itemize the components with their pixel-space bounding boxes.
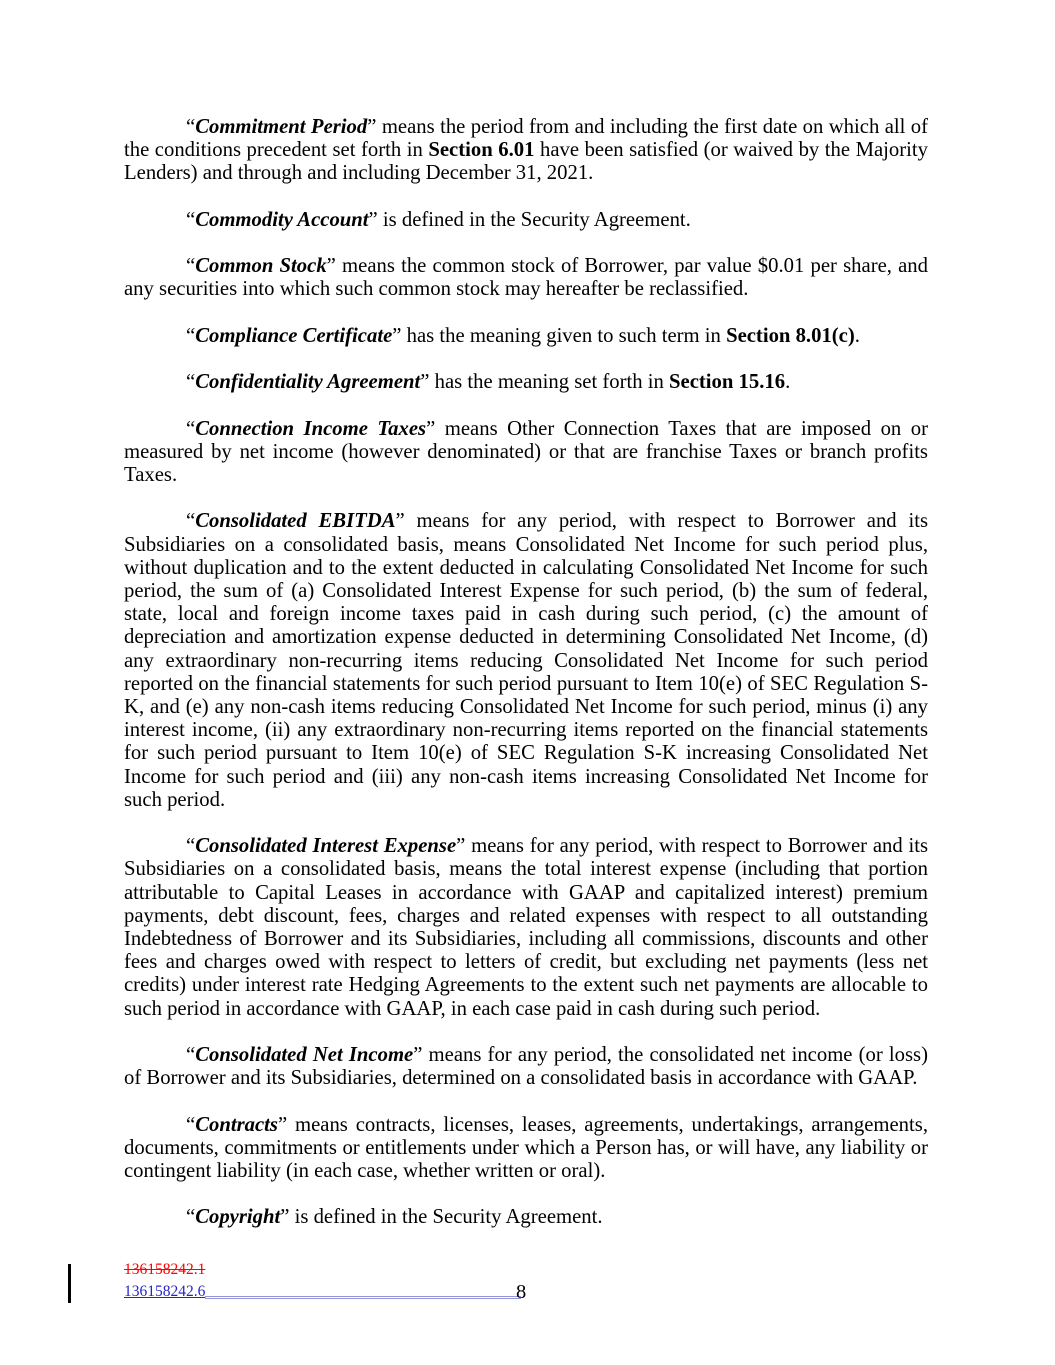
text-segment: ” is defined in the Security Agreement. xyxy=(280,1206,603,1229)
text-segment: Section 6.01 xyxy=(428,139,535,162)
page-number: 8 xyxy=(516,1281,527,1303)
footer-doc-number-row xyxy=(124,1283,521,1301)
text-segment: “ xyxy=(186,371,196,394)
defined-term: Consolidated Interest Expense xyxy=(195,835,457,858)
definition-paragraph-consolidated-interest-expense xyxy=(124,835,928,1021)
definition-paragraph-confidentiality-agreement xyxy=(124,371,928,394)
defined-term: Consolidated Net Income xyxy=(195,1044,414,1066)
footer-rule xyxy=(205,1296,521,1299)
defined-term: Commodity Account xyxy=(195,208,369,231)
definition-paragraph-copyright xyxy=(124,1206,928,1229)
text-segment: ” means for any period, with respect to Borrower and its Subsidiaries on a consolidated basis, means Consolidated Net Income for such period plus, without duplication and to the extent deducted in calculating Consolidated Net Income for such period, the sum of (a) Consolidated Interest Expense for such period, (b) the sum of federal, state, local and foreign income taxes paid in cash during such period, (c) the amount of depreciation and amortization expense deducted in determining Consolidated Net Income, (d) any extraordinary non-recurring items reducing Consolidated Net Income for such period reported on the financial statements for such period pursuant to Item 10(e) of SEC Regulation S-K, and (e) any non-cash items reducing Consolidated Net Income for such period, minus (i) any interest income, (ii) any extraordinary non-recurring items reported on the financial statements for such period pursuant to Item 10(e) of SEC Regulation S-K increasing Consolidated Net Income for such period and (iii) any non-cash items increasing Consolidated Net Income for such period. xyxy=(124,510,928,811)
definition-paragraph-connection-income-taxes xyxy=(124,418,928,488)
text-segment: . xyxy=(854,324,860,347)
text-segment: “ xyxy=(186,835,196,858)
text-segment: have been satisfied (or waived by the Majority Lenders) and through and including December 31, 2021. xyxy=(124,139,928,185)
defined-term: Copyright xyxy=(195,1206,281,1229)
text-segment: “ xyxy=(186,1044,196,1066)
text-segment: ” means for any period, the consolidated net income (or loss) of Borrower and its Subsidiaries, determined on a consolidated basis in accordance with GAAP. xyxy=(124,1044,928,1090)
text-segment: ” means contracts, licenses, leases, agreements, undertakings, arrangements, documents, commitments or entitlements under which a Person has, or will have, any liability or contingent liability (in each case, whether written or oral). xyxy=(124,1113,928,1182)
definition-paragraph-compliance-certificate xyxy=(124,325,928,348)
text-segment: “ xyxy=(186,1113,196,1136)
defined-term: Connection Income Taxes xyxy=(195,417,427,440)
text-segment: ” means the period from and including the first date on which all of the conditions precedent set forth in xyxy=(124,116,929,162)
revision-change-bar xyxy=(68,1264,71,1303)
definition-paragraph-consolidated-ebitda xyxy=(124,510,928,812)
text-segment: “ xyxy=(186,510,196,533)
defined-term: Commitment Period xyxy=(195,116,368,138)
definition-paragraph-commitment-period xyxy=(124,116,928,186)
text-segment: “ xyxy=(186,324,196,347)
defined-term: Confidentiality Agreement xyxy=(195,371,421,394)
text-segment: ” has the meaning given to such term in xyxy=(392,324,727,347)
text-segment: “ xyxy=(186,116,196,138)
text-segment: ” means Other Connection Taxes that are imposed on or measured by net income (however denominated) or that are franchise Taxes or branch profits Taxes. xyxy=(124,417,929,486)
text-segment: “ xyxy=(186,208,196,231)
text-segment: “ xyxy=(186,1206,196,1229)
text-segment: ” is defined in the Security Agreement. xyxy=(368,208,691,231)
document-body xyxy=(124,116,928,1253)
text-segment: ” has the meaning set forth in xyxy=(420,371,670,394)
defined-term: Compliance Certificate xyxy=(195,324,393,347)
definition-paragraph-contracts xyxy=(124,1114,928,1184)
text-segment: Section 15.16 xyxy=(669,371,786,394)
definition-paragraph-common-stock xyxy=(124,255,928,301)
text-segment: “ xyxy=(186,417,196,440)
deleted-doc-number: 136158242.1 xyxy=(124,1261,206,1278)
definition-paragraph-consolidated-net-income xyxy=(124,1044,928,1090)
text-segment: ” means for any period, with respect to Borrower and its Subsidiaries on a consolidated basis, means the total interest expense (including that portion attributable to Capital Leases in accordance with GAAP and capitalized interest) premium payments, debt discount, fees, charges and related expenses with respect to all outstanding Indebtedness of Borrower and its Subsidiaries, including all commissions, discounts and other fees and charges owed with respect to letters of credit, but excluding net payments (less net credits) under interest rate Hedging Agreements to the extent such net payments are allocable to such period in accordance with GAAP, in each case paid in cash during such period. xyxy=(124,835,929,1020)
text-segment: ” means the common stock of Borrower, par value $0.01 per share, and any securities into which such common stock may hereafter be reclassified. xyxy=(124,255,928,301)
definition-paragraph-commodity-account xyxy=(124,209,928,232)
text-segment: . xyxy=(785,371,791,394)
defined-term: Consolidated EBITDA xyxy=(195,510,396,533)
defined-term: Contracts xyxy=(195,1113,278,1136)
text-segment: Section 8.01(c) xyxy=(726,324,855,347)
text-segment: “ xyxy=(186,255,196,278)
current-doc-number: 136158242.6 xyxy=(124,1283,206,1300)
defined-term: Common Stock xyxy=(195,255,327,278)
